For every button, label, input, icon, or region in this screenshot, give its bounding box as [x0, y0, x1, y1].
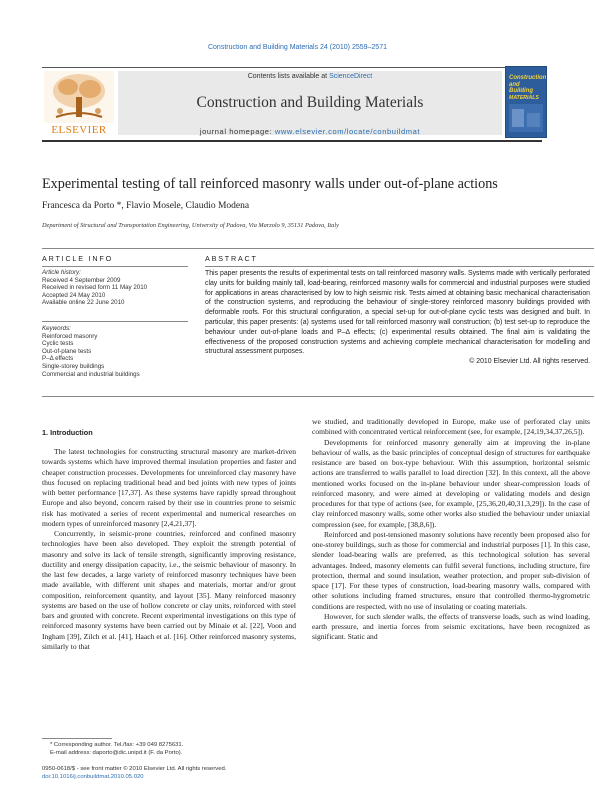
contents-line [118, 73, 502, 80]
section-divider [42, 248, 594, 249]
section-heading: 1. Introduction [42, 428, 93, 437]
homepage-prefix: journal homepage: [199, 127, 275, 136]
keyword-item: P–Δ effects [42, 355, 74, 363]
corresponding-author: * Corresponding author. Tel./fax: +39 049 8275631. [50, 742, 184, 748]
issn-line: 0950-0618/$ - see front matter © 2010 Elsevier Ltd. All rights reserved. [42, 766, 227, 772]
contents-prefix: Contents lists available at [247, 73, 330, 80]
journal-title: Construction and Building Materials [196, 94, 424, 111]
footnote [50, 742, 300, 757]
article-history [42, 269, 192, 307]
publisher-name: ELSEVIER [51, 124, 107, 136]
homepage-link[interactable]: www.elsevier.com/locate/conbuildmat [274, 127, 421, 136]
paragraph: The latest technologies for constructing structural masonry are market-driven towards systems which have improved thermal insulation properties and faster and cheaper construction processes. Developments for unreinforced clay masonry have thus focused on replacing traditional head and bed joints with new types of joints with better performance [17,37]. As these systems have rapidly spread throughout Europe and also beyond, concern raised by their use in countries prone to seismic risk has motivated a series of recent experimental and numerical researches on modern types of unreinforced masonry [2,4,21,37]. [42, 447, 296, 528]
sciencedirect-link[interactable]: ScienceDirect [329, 73, 373, 80]
info-divider [42, 266, 188, 267]
article-title: Experimental testing of tall reinforced masonry walls under out-of-plane actions [42, 176, 498, 192]
abstract-heading: ABSTRACT [205, 254, 258, 263]
abstract-body: This paper presents the results of experimental tests on tall reinforced masonry walls. Systems made with vertically perforated clay units for building mainly tall, load-bearing, reinforced masonry walls for commercial and industrial purposes were studied for applications in areas characterised by low to high seismic risk. Tests aimed at obtaining basic mechanical characterisation of the construction systems, and reproducing the behaviour of single-storey reinforced masonry buildings provided with deformable roofs. For this structural configuration, a special set-up for out-of-plane cyclic tests was designed and built. In particular, this paper presents: (a) systems used for tall reinforced masonry wall construction; (b) test set-up to reproduce the behaviour under out-of-plane loads and P–Δ effects; (c) experimental results obtained. The final aim is validating the effectiveness of the proposed construction systems and achieving complete mechanical characterisation for modelling and structural assessment purposes. [205, 270, 590, 356]
keyword-item: Out-of-plane tests [42, 347, 92, 355]
cover-subtitle: MATERIALS [509, 95, 539, 101]
history-item: Accepted 24 May 2010 [42, 291, 106, 299]
info-divider [42, 321, 188, 322]
elsevier-tree-logo [44, 71, 114, 123]
footnote-divider [42, 738, 112, 739]
keyword-item: Cyclic tests [42, 340, 74, 348]
paragraph: we studied, and traditionally developed in Europe, make use of perforated clay units combined with concentrated vertical reinforcement (see, for example, [24,19,34,37,26,5]). [312, 417, 590, 437]
history-item: Received 4 September 2009 [42, 276, 121, 284]
email-address[interactable]: E-mail address: daporto@dic.unipd.it (F. da Porto). [50, 749, 183, 756]
body-left-column [42, 447, 296, 652]
paragraph: Concurrently, in seismic-prone countries, reinforced and confined masonry technologies have been also developed. They exploit the strength potential of masonry and solve its lack of tensile strength, significantly improving resistance, ductility and energy dissipation capacity, i.e., the seismic behaviour of masonry. In the last few decades, a large variety of reinforced masonry techniques have been made available, with different unit shapes and materials, mortar and/or grout composition, reinforcement quantity, and layout [35]. Many reinforced masonry systems are based on the use of hollow concrete or clay units, reinforced with steel bars and grouted with concrete. Recent experimental investigations on this type of reinforced masonry systems have been carried out by Minaie et al. [22], Voon and Ingham [39], Zilch et al. [41], Haach et al. [16]. Other reinforced masonry systems, similarly to that [42, 529, 296, 651]
cover-artwork [509, 104, 543, 132]
article-info-heading: ARTICLE INFO [42, 254, 113, 263]
paragraph: However, for such slender walls, the effects of transverse loads, such as wind loading, earth pressure, and inertia forces from seismic excitations, have been recognized as significant. Static and [312, 611, 590, 642]
keywords-label: Keywords: [42, 325, 71, 332]
body-right-column [312, 417, 590, 643]
keywords [42, 325, 192, 378]
history-item: Received in revised form 11 May 2010 [42, 284, 148, 292]
paragraph: Reinforced and post-tensioned masonry solutions have recently been proposed also for one-storey buildings, such as those for commercial and industrial purposes [1]. In this case, slender load-bearing walls are preferred, as this technological solution has several advantages. Indeed, masonry elements can fulfil several functions, including structure, fire protection, thermal and sound insulation, weather protection, and proper sub-division of space [17]. For these types of construction, load-bearing masonry walls, compared with other solutions including framed structures, ensure that controlled thermo-hygrometric conditions are respected, with no use of insulating or coating materials. [312, 529, 590, 611]
affiliation: Department of Structural and Transportation Engineering, University of Padova, Via Marzolo 9, 35131 Padova, Italy [42, 222, 339, 229]
abstract-divider [205, 266, 594, 267]
journal-citation[interactable]: Construction and Building Materials 24 (2010) 2559–2571 [207, 44, 387, 51]
abstract-text [205, 269, 590, 367]
section-divider [42, 396, 594, 397]
doi-link[interactable]: doi:10.1016/j.conbuildmat.2010.05.020 [42, 773, 144, 780]
journal-homepage [118, 127, 502, 136]
keyword-item: Single-storey buildings [42, 362, 105, 370]
keyword-item: Commercial and industrial buildings [42, 370, 140, 378]
cover-title: Construction and Building [509, 75, 547, 94]
publication-info [42, 766, 342, 781]
author-list: Francesca da Porto *, Flavio Mosele, Claudio Modena [42, 201, 250, 211]
copyright: © 2010 Elsevier Ltd. All rights reserved. [469, 358, 590, 366]
history-item: Available online 22 June 2010 [42, 299, 125, 307]
keyword-item: Reinforced masonry [42, 332, 98, 340]
paragraph: Developments for reinforced masonry generally aim at improving the in-plane behaviour of walls, as the basic principles of conceptual design of structures for earthquake resistance are based on box-type behaviour. With this assumption, horizontal seismic actions are transferred to walls parallel to load direction [32]. In this context, all the above mentioned works focused on the in-plane behaviour under shear-compression loads of reinforced masonry, and were aimed at developing or validating models and design procedures for that type of actions (see, for example, [25,36,20,40,31,3,29]). In the case of clay reinforced masonry walls, some other works also studied the behaviour under uniaxial compression (see, for example, [38,8,6]). [312, 437, 590, 529]
history-label: Article history: [42, 269, 81, 276]
